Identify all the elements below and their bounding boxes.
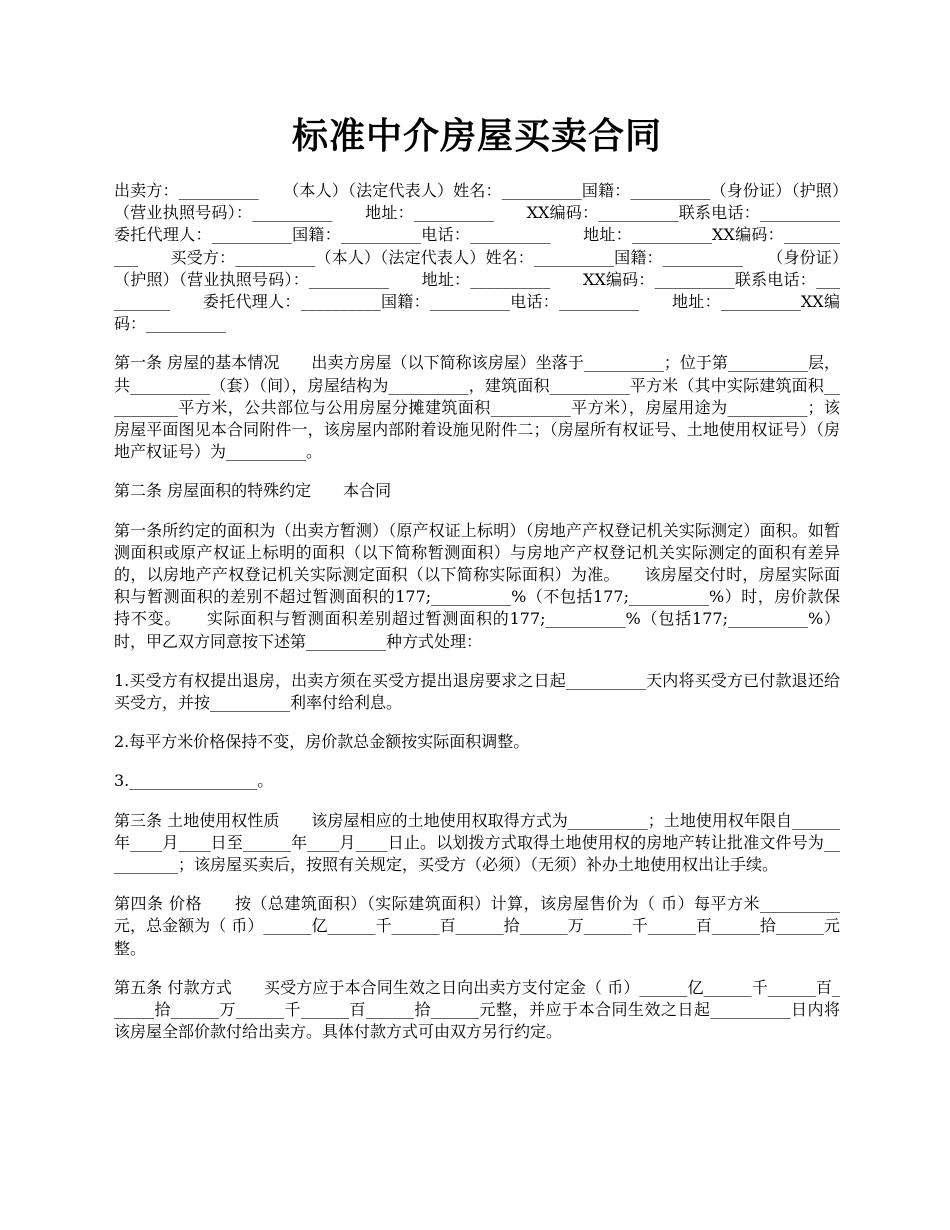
article-2-paragraph: 第二条 房屋面积的特殊约定 本合同 — [114, 481, 392, 501]
article-1-paragraph: 第一条 房屋的基本情况 出卖方房屋（以下简称该房屋）坐落于__________；位于第__________层，共__________（套）（间），房屋结构为__________，建筑面积__________平方米（其中实际建筑面积__________平方米，公共部位与公用房屋分摊建筑面积__________平方米），房屋用途为__________；该房屋平面图见本合同附件一，该房屋内部附着设施见附件二；（房屋所有权证号、土地使用权证号）（房地产权证号）为__________。 — [114, 353, 840, 462]
option-2-paragraph: 2.每平方米价格保持不变，房价款总金额按实际面积调整。 — [114, 732, 530, 752]
article-5-paragraph: 第五条 付款方式 买受方应于本合同生效之日向出卖方支付定金（ 币）______亿______千______百______拾______万______千______百______拾______元整，并应于本合同生效之日起__________日内将该房屋全部价款付给出卖方。具体付款方式可由双方另行约定。 — [114, 977, 840, 1042]
option-1-paragraph: 1.买受方有权提出退房，出卖方须在买受方提出退房要求之日起__________天内将买受方已付款退还给买受方，并按__________利率付给利息。 — [114, 670, 840, 713]
document-page — [114, 112, 873, 1061]
article-3-paragraph: 第三条 土地使用权性质 该房屋相应的土地使用权取得方式为__________；土地使用权年限自______年____月____日至______年____月____日止。以划拨方式取得土地使用权的房地产转让批准文件号为__________；该房屋买卖后，按照有关规定，买受方（必须）（无须）补办土地使用权出让手续。 — [114, 810, 840, 875]
option-3-paragraph: 3.________________。 — [114, 771, 274, 791]
article-4-paragraph: 第四条 价格 按（总建筑面积）（实际建筑面积）计算，该房屋售价为（ 币）每平方米__________元，总金额为（ 币）______亿______千______百______拾______万______千______百______拾______元整。 — [114, 894, 840, 958]
parties-paragraph: 出卖方：__________ （本人）（法定代表人）姓名：__________国籍：__________（身份证）（护照）（营业执照号码）：__________ 地址：__________ XX编码：__________联系电话：__________ 委托代理人：__________国籍：__________电话：__________ 地址：__________XX编码：__________ 买受方：__________（本人）（法定代表人）姓名：__________国籍：__________ （身份证）（护照）（营业执照号码）：__________ 地址：__________ XX编码：__________联系电话：__________ 委托代理人：__________国籍：__________电话：__________ 地址：__________XX编码：__________ — [114, 181, 873, 334]
document-title: 标准中介房屋买卖合同 — [291, 115, 662, 157]
area-terms-paragraph: 第一条所约定的面积为（出卖方暂测）（原产权证上标明）（房地产产权登记机关实际测定）面积。如暂测面积或原产权证上标明的面积（以下简称暂测面积）与房地产产权登记机关实际测定的面积有差异的，以房地产产权登记机关实际测定面积（以下简称实际面积）为准。 该房屋交付时，房屋实际面积与暂测面积的差别不超过暂测面积的177;__________%（不包括177;__________%）时，房价款保持不变。 实际面积与暂测面积差别超过暂测面积的177;__________%（包括177;__________%）时，甲乙双方同意按下述第__________种方式处理： — [114, 520, 840, 651]
